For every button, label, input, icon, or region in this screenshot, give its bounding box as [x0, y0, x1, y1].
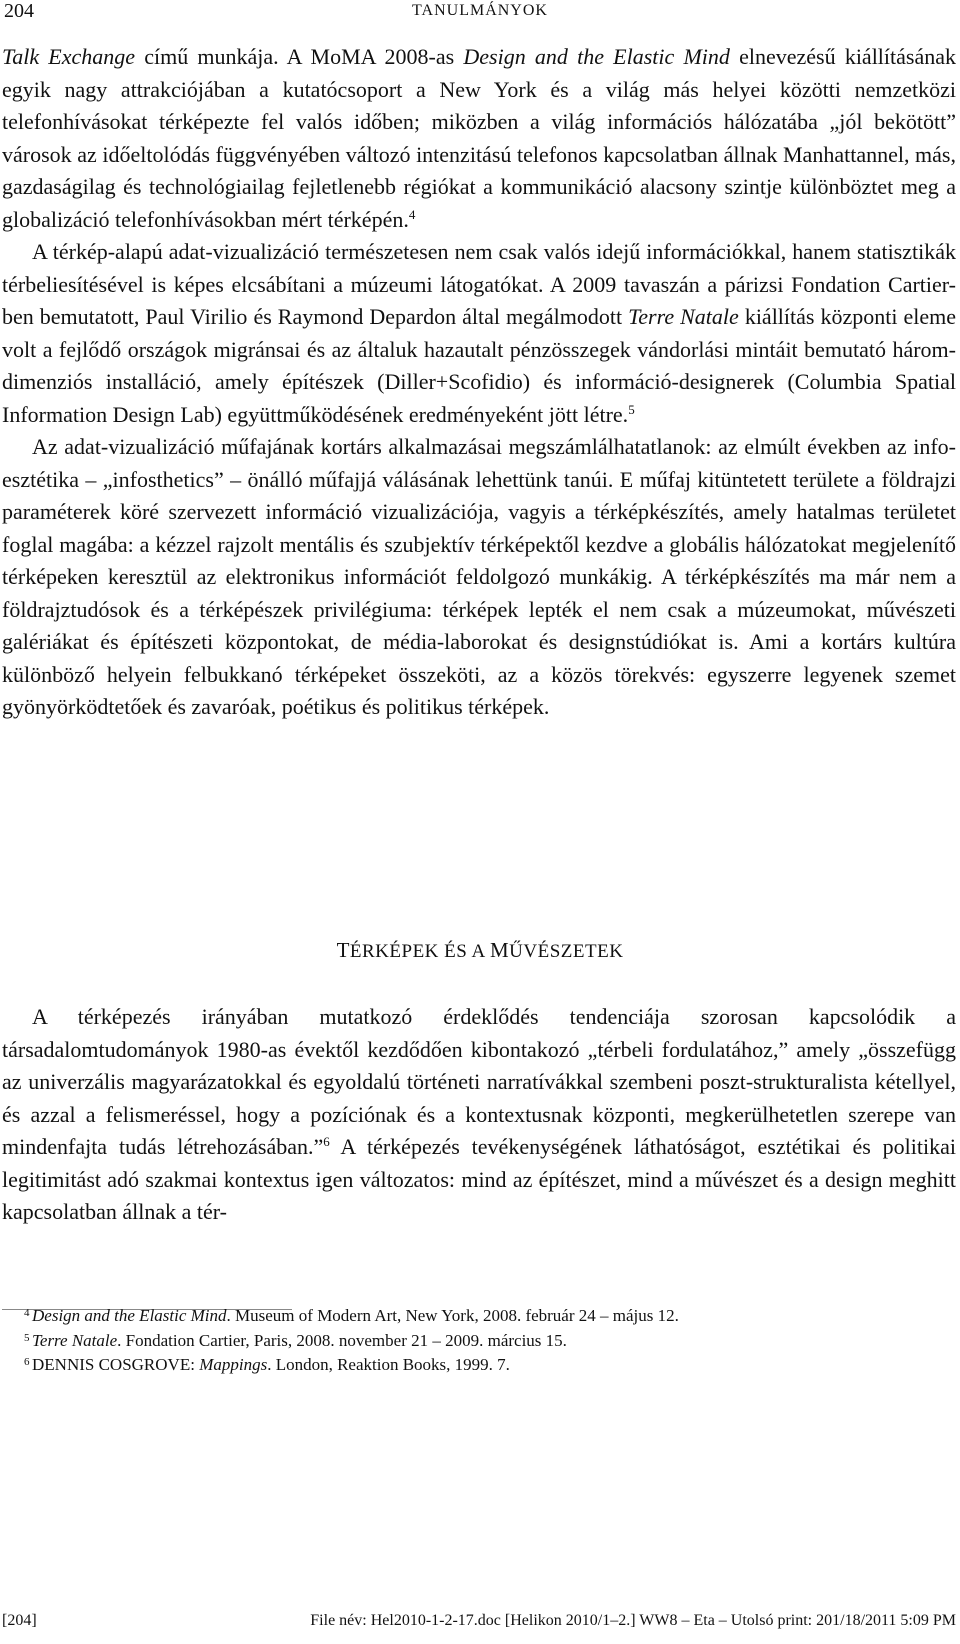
footnote-6: 6 DENNIS COSGROVE: Mappings. London, Reaktion Books, 1999. 7. [24, 1355, 510, 1374]
paragraph-4: A térképezés irányában mutatkozó érdeklődés tendenciája szorosan kapcsolódik a társadalomtudományok 1980-as évektől kezdődően kibontakozó „térbeli fordulatához,” amely „összefügg az univerzális magyarázatokkal és egyoldalú történeti narratívákkal szembeni poszt-strukturalista kétellyel, és azzal a felismeréssel, hogy a pozíciónak és a kontextusnak központi, megkerülhetetlen szerepe van mindenfajta tudás létrehozásában.”$^6$ A térképezés tevékenységének láthatóságot, esztétikai és politikai legitimitást adó szakmai kontextus igen változatos: mind az építészet, mind a művészet és a design meghitt kapcsolatban állnak a tér- [2, 1004, 956, 1224]
paragraph-2: A térkép-alapú adat-vizualizáció természetesen nem csak valós idejű információkkal, hanem statisztikák térbeliesítésével is képes elcsábítani a múzeumi látogatókat. A 2009 tavaszán a párizsi Fondation Cartier-ben bemutatott, Paul Virilio és Raymond Depardon által megálmodott Terre Natale kiállítás központi eleme volt a fejlődő országok migránsai és az általuk hazautalt pénzösszegek vándorlási mintáit bemutató három-dimenziós installáció, amely építészek (Diller+Scofidio) és információ-designerek (Columbia Spatial Information Design Lab) együttműködésének eredményeként jött létre.$^5$ [2, 239, 956, 427]
footnote-ref-6[interactable]: 6 [323, 1134, 330, 1149]
footnote-author: DENNIS COSGROVE [32, 1355, 191, 1374]
footnote-4: 4 Design and the Elastic Mind. Museum of Modern Art, New York, 2008. február 24 – május 12. [24, 1306, 679, 1325]
footnote-ref-4[interactable]: 4 [408, 206, 416, 222]
paragraph-1: Talk Exchange című munkája. A MoMA 2008-as Design and the Elastic Mind elnevezésű kiállításának egyik nagy attrakciójában a kutatócsoport a New York és a világ más helyei közötti nemzetközi telefonhívásokat térképezte fel valós időben; miközben a világ információs hálózatába „jól bekötött” városok az időeltolódás függvényében változó intenzitású telefonos kapcsolatban állnak Manhattannel, más, gazdaságilag és technológiailag fejletlenebb régiókat a kommunikáció alacsony szintje különböztet meg a globalizáció telefonhívásokban mért térképén.$^4$ [2, 44, 956, 232]
footer-page-number: [204] [2, 1612, 37, 1629]
footnotes [24, 1304, 952, 1378]
running-head: TANULMÁNYOK [412, 2, 548, 19]
body-text-lower [2, 1001, 956, 1229]
footnote-ref-5[interactable]: 5 [628, 401, 635, 417]
exhibition-title: Terre Natale [628, 304, 739, 329]
page-header [0, 0, 960, 30]
work-title: Talk Exchange [2, 44, 136, 69]
paragraph-3: Az adat-vizualizáció műfajának kortárs alkalmazásai megszámlálhatatlanok: az elmúlt években az info-esztétika – „infosthetics” – önálló műfajjá válásának lehettünk tanúi. E műfaj kitüntetett területe a földrajzi paraméterek köré szervezett információ vizualizációja, vagyis a térképkészítés, amely hatalmas területet foglal magába: a kézzel rajzolt mentális és szubjektív térképektől kezdve a globális hálózatokat megjelenítő térképeken keresztül az elektronikus információt feldolgozó munkákig. A térképkészítés ma már nem a földrajztudósok és a térképészek privilégiuma: térképek lepték el nem csak a múzeumokat, művészeti galériákat és építészeti központokat, de média-laborokat és designstúdiókat is. Ami a kortárs kultúra különböző helyein felbukkanó térképeket összeköti, az a közös törekvés: egyszerre legyenek szemet gyönyörködtetőek és zavaróak, poétikus és politikus térképek. [2, 434, 956, 719]
footer-file-info: File név: Hel2010-1-2-17.doc [Helikon 2010/1–2.] WW8 – Eta – Utolsó print: 201/18/2011 5:09 PM [310, 1612, 956, 1629]
footnote-5: 5 Terre Natale. Fondation Cartier, Paris, 2008. november 21 – 2009. március 15. [24, 1330, 567, 1350]
body-text-upper [2, 41, 956, 724]
section-heading: TÉRKÉPEK ÉS A MŰVÉSZETEK [336, 938, 624, 962]
exhibition-title: Design and the Elastic Mind [463, 44, 730, 69]
page-number: 204 [4, 0, 34, 22]
